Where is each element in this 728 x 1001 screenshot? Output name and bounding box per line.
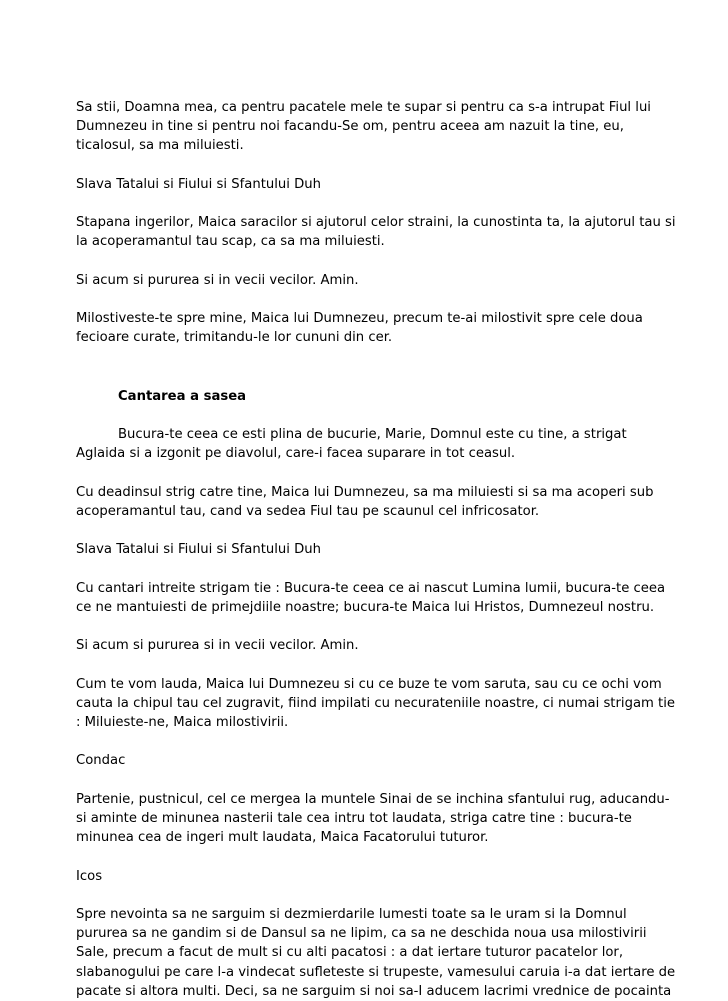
paragraph-doxology-2: Slava Tatalui si Fiului si Sfantului Duh <box>76 542 321 558</box>
paragraph-prayer-3: Milostiveste-te spre mine, Maica lui Dumnezeu, precum te-ai milostivit spre cele doua fecioare curate, trimitandu-le lor cununi din cer. <box>76 311 643 346</box>
paragraph-condac: Partenie, pustnicul, cel ce mergea la muntele Sinai de se inchina sfantului rug, aducandu-si aminte de minunea nasterii tale cea intru tot laudata, striga catre tine : bucura-te minunea cea de ingeri mult laudata, Maica Facatorului tuturor. <box>76 791 670 846</box>
paragraph-amen-1: Si acum si pururea si in vecii vecilor. Amin. <box>76 272 359 288</box>
section-heading: Cantarea a sasea <box>118 388 247 404</box>
paragraph-prayer-5: Cu deadinsul strig catre tine, Maica lui Dumnezeu, sa ma miluiesti si sa ma acoperi sub acoperamantul tau, cand va sedea Fiul tau pe scaunul cel infricosator. <box>76 484 654 519</box>
paragraph-prayer-1: Sa stii, Doamna mea, ca pentru pacatele mele te supar si pentru ca s-a intrupat Fiul lui Dumnezeu in tine si pentru noi facandu-Se om, pentru aceea am nazuit la tine, eu, ticalosul, sa ma miluiesti. <box>76 100 651 154</box>
paragraph-prayer-6: Cu cantari intreite strigam tie : Bucura-te ceea ce ai nascut Lumina lumii, bucura-te ceea ce ne mantuiesti de primejdiile noastre; bucura-te Maica lui Hristos, Dumnezeul nostru. <box>76 580 666 615</box>
paragraph-amen-2: Si acum si pururea si in vecii vecilor. Amin. <box>76 638 359 654</box>
paragraph-prayer-2: Stapana ingerilor, Maica saracilor si ajutorul celor straini, la cunostinta ta, la ajutorul tau si la acoperamantul tau scap, ca sa ma miluiesti. <box>76 215 676 250</box>
paragraph-condac-label: Condac <box>76 753 126 769</box>
paragraph-icos-label: Icos <box>76 868 103 884</box>
paragraph-prayer-7: Cum te vom lauda, Maica lui Dumnezeu si cu ce buze te vom saruta, sau cu ce ochi vom cauta la chipul tau cel zugravit, fiind impilati cu necurateniile noastre, ci numai strigam tie : Miluieste-ne, Maica milostivirii. <box>76 676 676 730</box>
paragraph-doxology-1: Slava Tatalui si Fiului si Sfantului Duh <box>76 176 321 192</box>
paragraph-prayer-4: Bucura-te ceea ce esti plina de bucurie, Marie, Domnul este cu tine, a strigat Aglaida si a izgonit pe diavolul, care-i facea suparare in tot ceasul. <box>76 426 627 462</box>
paragraph-icos: Spre nevointa sa ne sarguim si dezmierdarile lumesti toate sa le uram si la Domnul pururea sa ne gandim si de Dansul sa ne lipim, ca sa ne deschida noua usa milostivirii Sale, precum a facut de mult si cu alti pacatosi : a dat iertare tuturor pacatelor lor, slabanogului pe care l-a vindecat sufleteste si trupeste, vamesului caruia i-a dat iertare de pacate si altora multi. Deci, sa ne sarguim si noi sa-I aducem lacrimi vrednice de pocainta <box>76 906 676 999</box>
document-page <box>76 98 676 1001</box>
